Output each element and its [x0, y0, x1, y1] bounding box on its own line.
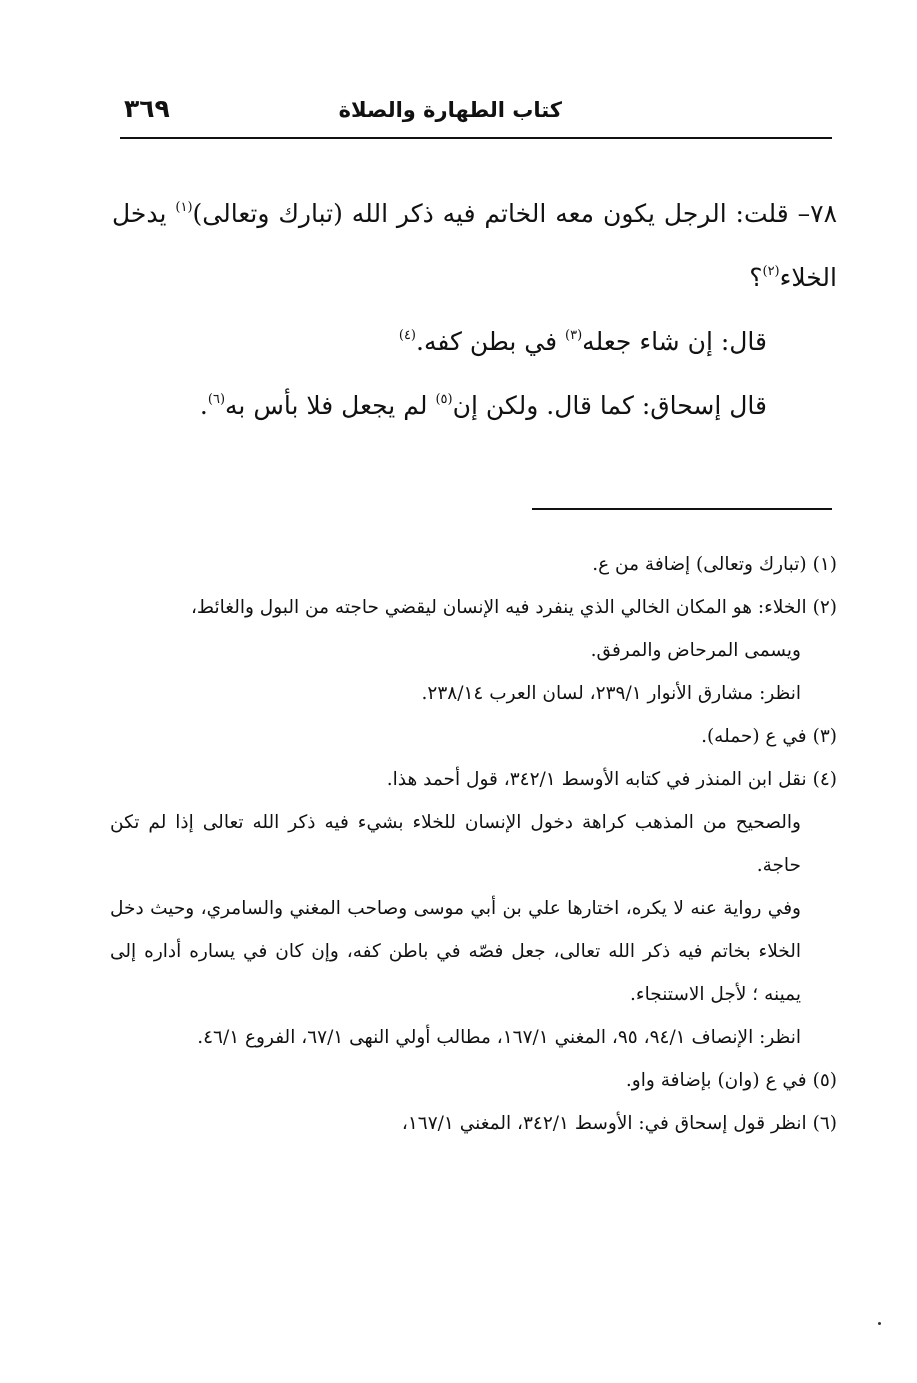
footnote-ref-6: (٦) [207, 392, 226, 407]
footnote-marker: (٣) [812, 726, 837, 747]
footnote-marker: (٢) [812, 597, 837, 618]
footnote-4 [110, 758, 837, 801]
footnote-ref-4: (٤) [398, 328, 416, 343]
answer-ahmad-text-end: في بطن كفه. [416, 327, 558, 356]
footnote-text: في ع (وان) بإضافة واو. [625, 1070, 807, 1091]
footnote-4-reference: انظر: الإنصاف ٩٤/١، ٩٥، المغني ١٦٧/١، مطالب أولي النهى ٦٧/١، الفروع ٤٦/١. [197, 1027, 801, 1048]
footnote-text: (تبارك وتعالى) إضافة من ع. [592, 554, 807, 575]
question-mark: ؟ [749, 263, 763, 292]
answer-ishaq-text: قال إسحاق: كما قال. ولكن إن [452, 391, 767, 420]
footnote-text: انظر قول إسحاق في: الأوسط ٣٤٢/١، المغني ١٦٧/١، [401, 1113, 807, 1134]
footnote-2-continuation: ويسمى المرحاض والمرفق. [590, 640, 801, 661]
footnotes [110, 543, 837, 1145]
scan-speck [878, 1322, 881, 1325]
footnote-ref-1: (١) [175, 200, 193, 215]
footnote-marker: (٦) [812, 1113, 837, 1134]
page-header [120, 92, 832, 134]
footnote-ref-3: (٣) [565, 328, 583, 343]
footnote-5 [110, 1059, 837, 1102]
question-text: قلت: الرجل يكون معه الخاتم فيه ذكر الله (تبارك وتعالى) [192, 199, 789, 228]
answer-ahmad [112, 310, 837, 374]
footnote-text: في ع (حمله). [701, 726, 807, 747]
footnote-1 [110, 543, 837, 586]
footnote-text: نقل ابن المنذر في كتابه الأوسط ٣٤٢/١، قول أحمد هذا. [386, 769, 807, 790]
question-text-line2: الخلاء [779, 263, 837, 292]
footnote-ref-2: (٢) [762, 264, 780, 279]
answer-ishaq-period: . [199, 391, 208, 420]
footnote-divider [532, 508, 832, 510]
question-text-end: يدخل [112, 199, 167, 228]
footnote-2-reference: انظر: مشارق الأنوار ٢٣٩/١، لسان العرب ٢٣٨/١٤. [421, 683, 801, 704]
footnote-marker: (٥) [812, 1070, 837, 1091]
footnote-marker: (٤) [812, 769, 837, 790]
footnote-marker: (١) [812, 554, 837, 575]
footnote-2 [110, 586, 837, 629]
footnote-4-paragraph-1: والصحيح من المذهب كراهة دخول الإنسان للخلاء بشيء فيه ذكر الله تعالى إذا لم تكن حاجة. [110, 812, 801, 876]
footnote-4-paragraph-2: وفي رواية عنه لا يكره، اختارها علي بن أبي موسى وصاحب المغني والسامري، وحيث دخل الخلاء بخاتم فيه ذكر الله تعالى، جعل فصّه في باطن كفه، وإن كان في يساره أداره إلى يمينه ؛ لأجل الاستنجاء. [110, 898, 801, 1005]
footnote-6 [110, 1102, 837, 1145]
page-title: كتاب الطهارة والصلاة [338, 98, 562, 122]
page-number: ٣٦٩ [124, 94, 170, 123]
answer-ishaq [112, 374, 837, 438]
footnote-ref-5: (٥) [435, 392, 453, 407]
footnote-text: الخلاء: هو المكان الخالي الذي ينفرد فيه الإنسان ليقضي حاجته من البول والغائط، [190, 597, 807, 618]
question-paragraph [112, 182, 837, 310]
answer-ahmad-text: قال: إن شاء جعله [582, 327, 767, 356]
header-divider [120, 137, 832, 139]
question-number: ٧٨– [797, 199, 838, 228]
footnote-3 [110, 715, 837, 758]
answer-ishaq-text-end: لم يجعل فلا بأس به [225, 391, 428, 420]
main-text [112, 182, 837, 438]
